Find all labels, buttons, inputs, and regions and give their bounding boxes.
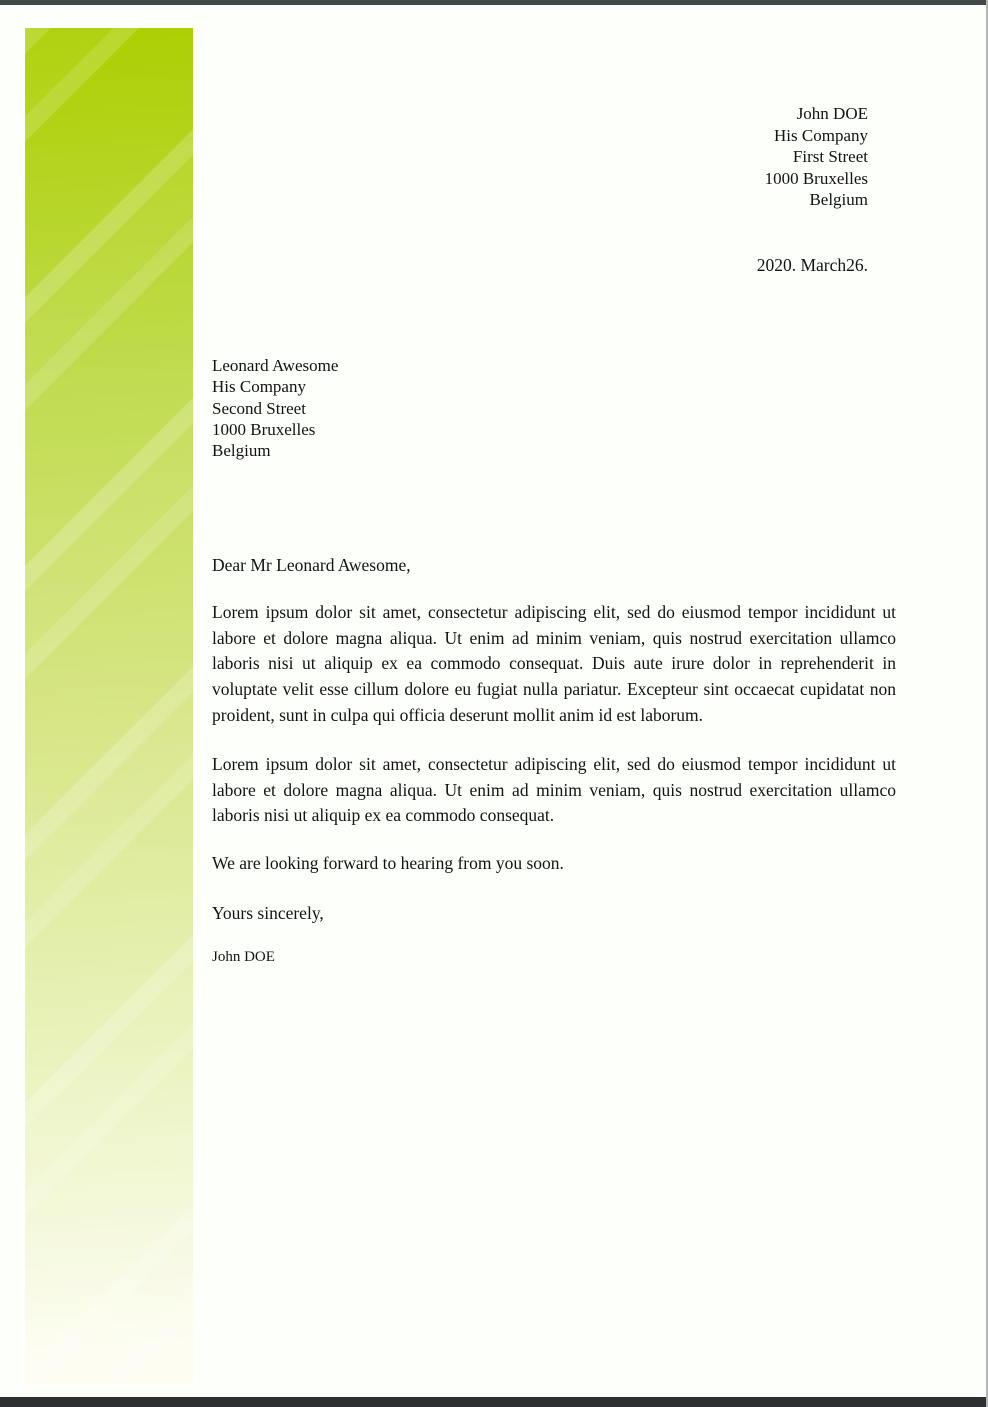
recipient-city: 1000 Bruxelles	[212, 419, 316, 439]
closing-line: We are looking forward to hearing from you soon.	[212, 853, 564, 873]
sender-company: His Company	[774, 125, 868, 145]
sender-street: First Street	[792, 147, 868, 166]
salutation: Dear Mr Leonard Awesome,	[212, 555, 411, 575]
letter-date: 2020. March26.	[756, 255, 868, 275]
body-paragraph-1: Lorem ipsum dolor sit amet, consectetur adipiscing elit, sed do eiusmod tempor incididunt ut labore et dolore magna aliqua. Ut enim ad minim veniam, quis nostrud exercitation ullamco laboris nisi ut aliquip ex ea commodo consequat. Duis aute irure dolor in reprehenderit in voluptate velit esse cillum dolore eu fugiat nulla pariatur. Excepteur sint occaecat cupidatat non proident, sunt in culpa qui officia deserunt mollit anim id est laborum.	[212, 602, 896, 725]
sender-name: John DOE	[796, 104, 868, 123]
recipient-street: Second Street	[212, 398, 306, 418]
recipient-name: Leonard Awesome	[212, 356, 339, 375]
green-gradient-sidebar	[25, 28, 193, 1385]
recipient-country: Belgium	[212, 441, 271, 461]
recipient-address	[212, 355, 338, 461]
valediction: Yours sincerely,	[212, 903, 324, 923]
top-edge-bar	[0, 0, 988, 5]
sender-address	[765, 103, 868, 211]
recipient-company: His Company	[212, 377, 306, 397]
sender-city: 1000 Bruxelles	[764, 168, 868, 188]
bottom-edge-bar	[0, 1397, 988, 1407]
signature-name: John DOE	[212, 949, 275, 965]
body-paragraph-2: Lorem ipsum dolor sit amet, consectetur adipiscing elit, sed do eiusmod tempor incididunt ut labore et dolore magna aliqua. Ut enim ad minim veniam, quis nostrud exercitation ullamco laboris nisi ut aliquip ex ea commodo consequat.	[212, 754, 896, 826]
sender-country: Belgium	[809, 190, 868, 209]
